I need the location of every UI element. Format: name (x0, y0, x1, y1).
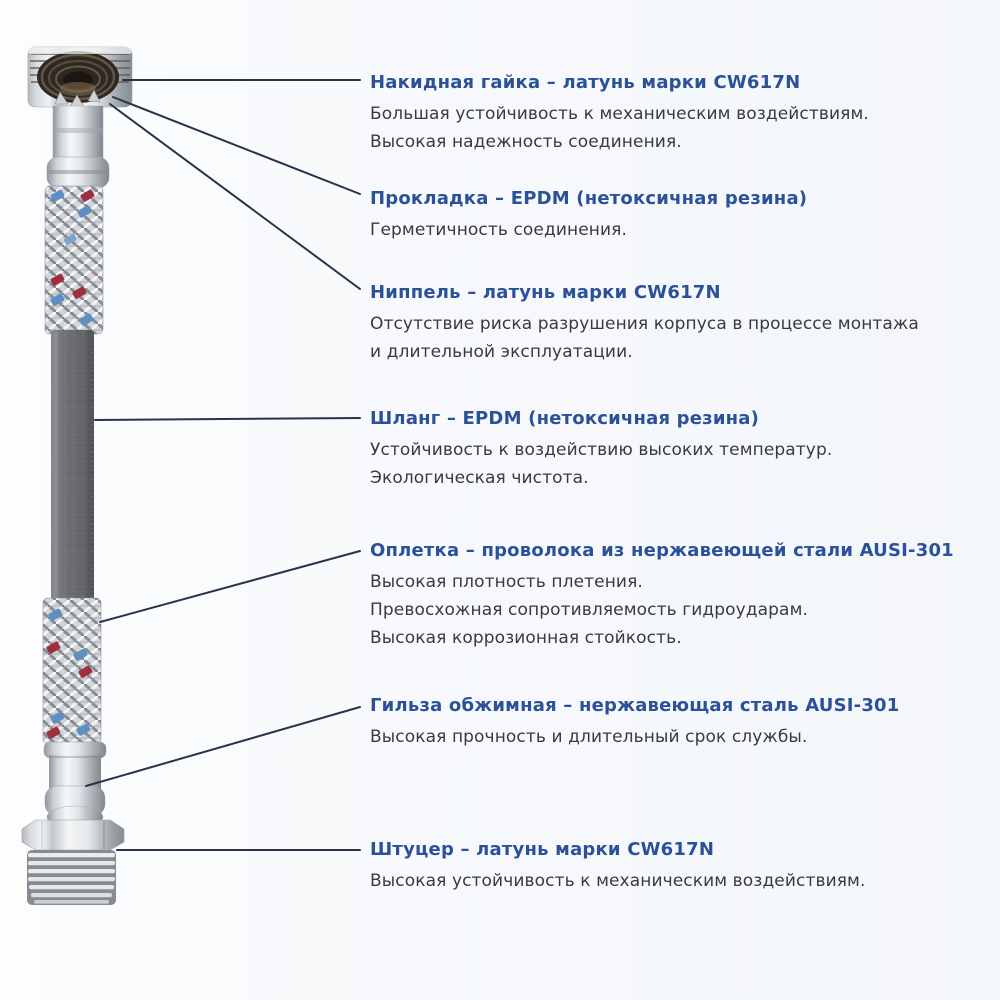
annotation-desc-line: Высокая коррозионная стойкость. (370, 628, 682, 648)
annotation-title: Прокладка – EPDM (нетоксичная резина) (370, 188, 808, 209)
annotation-desc-line: Высокая надежность соединения. (370, 132, 682, 152)
braid-top (45, 186, 103, 334)
nut-neck (47, 106, 109, 188)
gasket-hint (60, 82, 96, 94)
annotation-title: Шланг – EPDM (нетоксичная резина) (370, 408, 760, 429)
leader-hose (95, 418, 360, 420)
annotation-union-nut (370, 72, 985, 156)
annotation-desc-line: и длительной эксплуатации. (370, 342, 633, 362)
annotation-desc-line: Высокая устойчивость к механическим воздействиям. (370, 871, 866, 891)
annotation-desc-line: Большая устойчивость к механическим воздействиям. (370, 104, 869, 124)
annotation-nipple (370, 282, 985, 366)
annotation-gasket (370, 188, 985, 244)
annotation-desc-line: Высокая прочность и длительный срок службы. (370, 727, 808, 747)
annotation-hose (370, 408, 985, 492)
male-fitting (22, 820, 124, 905)
annotation-sleeve (370, 695, 985, 751)
annotation-title: Оплетка – проволока из нержавеющей стали AUSI-301 (370, 540, 954, 561)
annotation-desc-line: Экологическая чистота. (370, 468, 589, 488)
annotation-fitting (370, 839, 985, 895)
braid-bottom (43, 598, 101, 744)
annotation-desc-line: Отсутствие риска разрушения корпуса в процессе монтажа (370, 314, 919, 334)
leader-lines (86, 80, 360, 850)
rubber-hose (51, 330, 94, 604)
annotation-title: Штуцер – латунь марки CW617N (370, 839, 715, 860)
annotation-desc-line: Высокая плотность плетения. (370, 572, 643, 592)
annotation-desc-line: Устойчивость к воздействию высоких температур. (370, 440, 833, 460)
leader-nipple (110, 104, 360, 289)
annotation-title: Гильза обжимная – нержавеющая сталь AUSI-301 (370, 695, 900, 716)
crimp-sleeve (44, 742, 106, 828)
leader-braid (100, 551, 360, 622)
leader-sleeve (86, 707, 360, 786)
annotation-desc-line: Герметичность соединения. (370, 220, 627, 240)
leader-gasket (113, 97, 360, 194)
annotation-braid (370, 540, 985, 652)
fitting-thread (27, 850, 116, 905)
annotation-title: Накидная гайка – латунь марки CW617N (370, 72, 801, 93)
annotation-title: Ниппель – латунь марки CW617N (370, 282, 721, 303)
annotation-desc-line: Превосхожная сопротивляемость гидроударам. (370, 600, 809, 620)
